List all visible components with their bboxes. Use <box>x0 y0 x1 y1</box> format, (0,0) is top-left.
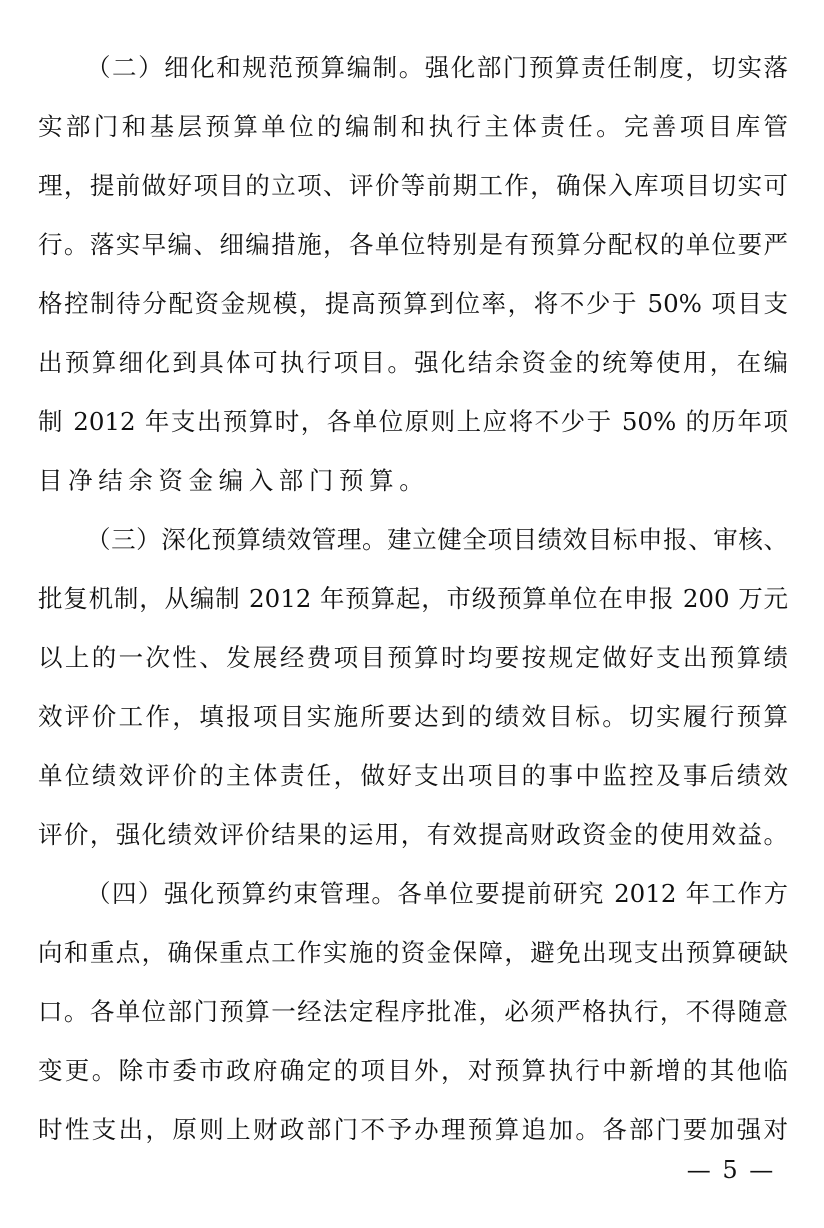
text-line: 出预算细化到具体可执行项目。强化结余资金的统筹使用，在编 <box>38 348 788 377</box>
text-line: 效评价工作，填报项目实施所要达到的绩效目标。切实履行预算 <box>38 702 788 731</box>
text-line: 理，提前做好项目的立项、评价等前期工作，确保入库项目切实可 <box>38 171 788 200</box>
text-line: 评价，强化绩效评价结果的运用，有效提高财政资金的使用效益。 <box>38 820 788 849</box>
text-line: 以上的一次性、发展经费项目预算时均要按规定做好支出预算绩 <box>38 643 788 672</box>
text-line: 格控制待分配资金规模，提高预算到位率，将不少于 50% 项目支 <box>38 289 788 318</box>
text-line: 时性支出，原则上财政部门不予办理预算追加。各部门要加强对 <box>38 1115 788 1144</box>
text-line: 单位绩效评价的主体责任，做好支出项目的事中监控及事后绩效 <box>38 761 788 790</box>
text-line: （三）深化预算绩效管理。建立健全项目绩效目标申报、审核、 <box>86 525 788 554</box>
text-line: 口。各单位部门预算一经法定程序批准，必须严格执行，不得随意 <box>38 997 788 1026</box>
text-line: 实部门和基层预算单位的编制和执行主体责任。完善项目库管 <box>38 112 788 141</box>
text-line: 向和重点，确保重点工作实施的资金保障，避免出现支出预算硬缺 <box>38 938 788 967</box>
text-line: （二）细化和规范预算编制。强化部门预算责任制度，切实落 <box>86 53 788 82</box>
text-line: 批复机制，从编制 2012 年预算起，市级预算单位在申报 200 万元 <box>38 584 788 613</box>
text-line: 目净结余资金编入部门预算。 <box>38 466 430 495</box>
text-line: 行。落实早编、细编措施，各单位特别是有预算分配权的单位要严 <box>38 230 788 259</box>
page-number: — 5 — <box>686 1156 776 1184</box>
text-line: （四）强化预算约束管理。各单位要提前研究 2012 年工作方 <box>86 879 788 908</box>
text-line: 变更。除市委市政府确定的项目外，对预算执行中新增的其他临 <box>38 1056 788 1085</box>
text-line: 制 2012 年支出预算时，各单位原则上应将不少于 50% 的历年项 <box>38 407 788 436</box>
